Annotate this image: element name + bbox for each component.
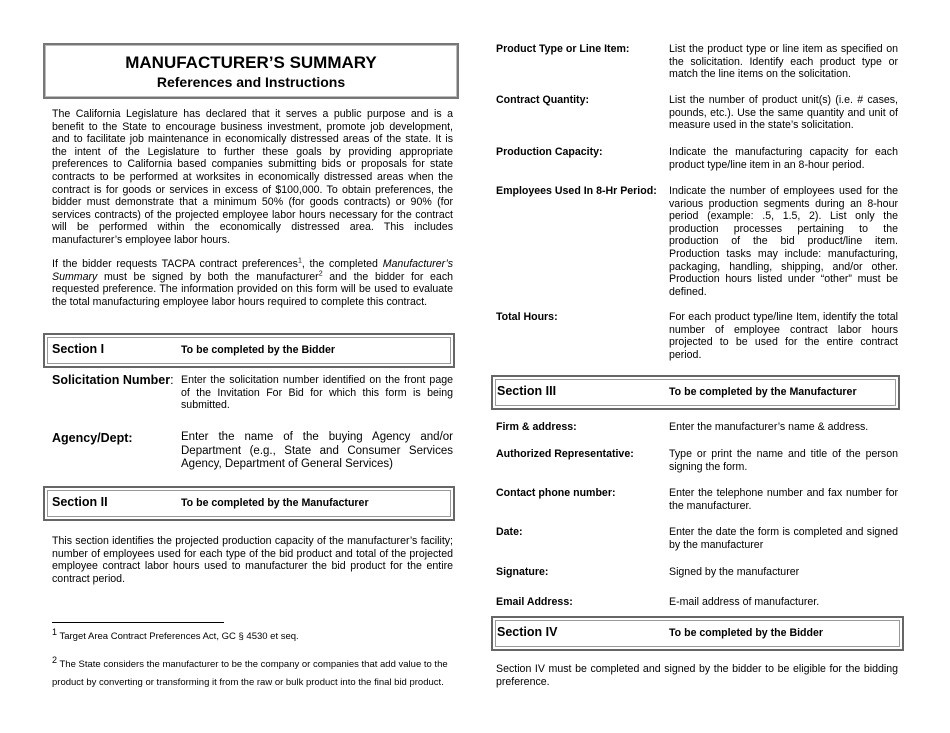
email-def: E-mail address of manufacturer.	[669, 596, 820, 608]
section-2-body: This section identifies the projected production capacity of the manufacturer’s facility; number of employees used for each type of the bid product and total of the projected employee contract labor hours used to manufacturer the bid product for the entire contract period.	[52, 535, 453, 585]
section-1-label: Section I	[52, 342, 105, 356]
section-4-desc: To be completed by the Bidder	[669, 627, 824, 639]
date-def: Enter the date the form is completed and signed by the manufacturer	[669, 526, 898, 551]
firm-address-term: Firm & address:	[496, 421, 577, 433]
email-term: Email Address:	[496, 596, 573, 608]
date-term: Date:	[496, 526, 523, 538]
agency-dept-def: Enter the name of the buying Agency and/or Department (e.g., State and Consumer Services Agency, Department of General Services)	[181, 431, 453, 470]
agency-dept-term: Agency/Dept:	[52, 431, 133, 445]
total-hours-term: Total Hours:	[496, 311, 558, 323]
section-3-label: Section III	[497, 384, 557, 398]
authorized-rep-term: Authorized Representative:	[496, 448, 634, 460]
section-3-desc: To be completed by the Manufacturer	[669, 386, 857, 398]
solicitation-number-def: Enter the solicitation number identified on the front page of the Invitation For Bid for which this form is being submitted.	[181, 374, 453, 412]
section-2-label: Section II	[52, 495, 108, 509]
intro-paragraph-2: If the bidder requests TACPA contract preferences$^1$, the completed Manufacturer’s Summary must be signed by both the manufacturer$^2$ and the bidder for each requested preference. The information provided on this form will be used to evaluate the total manufacturing employee labor hours required to complete this contract.	[52, 257, 454, 308]
page-title: MANUFACTURER’S SUMMARY	[125, 53, 377, 72]
employees-used-def: Indicate the number of employees used for the various production segments during an 8-hour period (example: .5, 1.5, 2). List only the production processes pertaining to the production of the bid product/line item. Production tasks may include: manufacturing, packaging, handling, shipping, and/or other. Production hours listed under “other” must be defined.	[669, 185, 898, 298]
contract-quantity-term: Contract Quantity:	[496, 94, 589, 106]
firm-address-def: Enter the manufacturer’s name & address.	[669, 421, 869, 433]
section-1-desc: To be completed by the Bidder	[181, 344, 336, 356]
footnote-1: $^1$ Target Area Contract Preferences Act, GC § 4530 et seq.	[52, 627, 299, 642]
product-type-term: Product Type or Line Item:	[496, 43, 630, 55]
footnote-2: $^2$ The State considers the manufacturer to be the company or companies that add value to the product by converting or transforming it from the raw or bulk product into the final bid product.	[52, 655, 448, 688]
footnote-divider	[52, 622, 224, 623]
section-2-desc: To be completed by the Manufacturer	[181, 497, 369, 509]
title-box	[43, 43, 459, 99]
section-1-header	[43, 333, 455, 368]
contact-phone-def: Enter the telephone number and fax number for the manufacturer.	[669, 487, 898, 512]
authorized-rep-def: Type or print the name and title of the person signing the form.	[669, 448, 898, 473]
production-capacity-def: Indicate the manufacturing capacity for each product type/line item in an 8-hour period.	[669, 146, 898, 171]
employees-used-term: Employees Used In 8-Hr Period:	[496, 185, 657, 197]
signature-term: Signature:	[496, 566, 549, 578]
total-hours-def: For each product type/line Item, identify the total number of employee contract labor hours projected to be used for the entire contract period.	[669, 311, 898, 361]
production-capacity-term: Production Capacity:	[496, 146, 603, 158]
contact-phone-term: Contact phone number:	[496, 487, 616, 499]
section-4-body: Section IV must be completed and signed by the bidder to be eligible for the bidding preference.	[496, 663, 898, 688]
section-4-header	[491, 616, 904, 651]
solicitation-number-term: Solicitation Number:	[52, 373, 174, 387]
intro-paragraph-1: The California Legislature has declared that it serves a public purpose and is a benefit to the State to encourage business investment, promote job development, and to facilitate job maintenance in economically distressed areas of the state. It is the intent of the Legislature to further these goals by providing appropriate preferences to California based companies submitting bids or proposals for state contracts to be performed at worksites in economically distressed areas when the contract is for goods or services in excess of $100,000. To obtain preferences, the bidder must demonstrate that a minimum 50% (for goods contracts) or 90% (for services contracts) of the projected employee labor hours necessary for the contract will be performed within the economically distressed area. This includes manufacturer’s employee labor hours.	[52, 108, 453, 246]
section-2-header	[43, 486, 455, 521]
contract-quantity-def: List the number of product unit(s) (i.e. # cases, pounds, etc.). Use the same quantity and unit of measure used in the state’s solicitation.	[669, 94, 898, 132]
signature-def: Signed by the manufacturer	[669, 566, 800, 578]
section-3-header	[491, 375, 900, 410]
page-subtitle: References and Instructions	[156, 74, 346, 90]
product-type-def: List the product type or line item as specified on the solicitation. Identify each product type or match the line items on the solicitation.	[669, 43, 898, 81]
section-4-label: Section IV	[497, 625, 558, 639]
